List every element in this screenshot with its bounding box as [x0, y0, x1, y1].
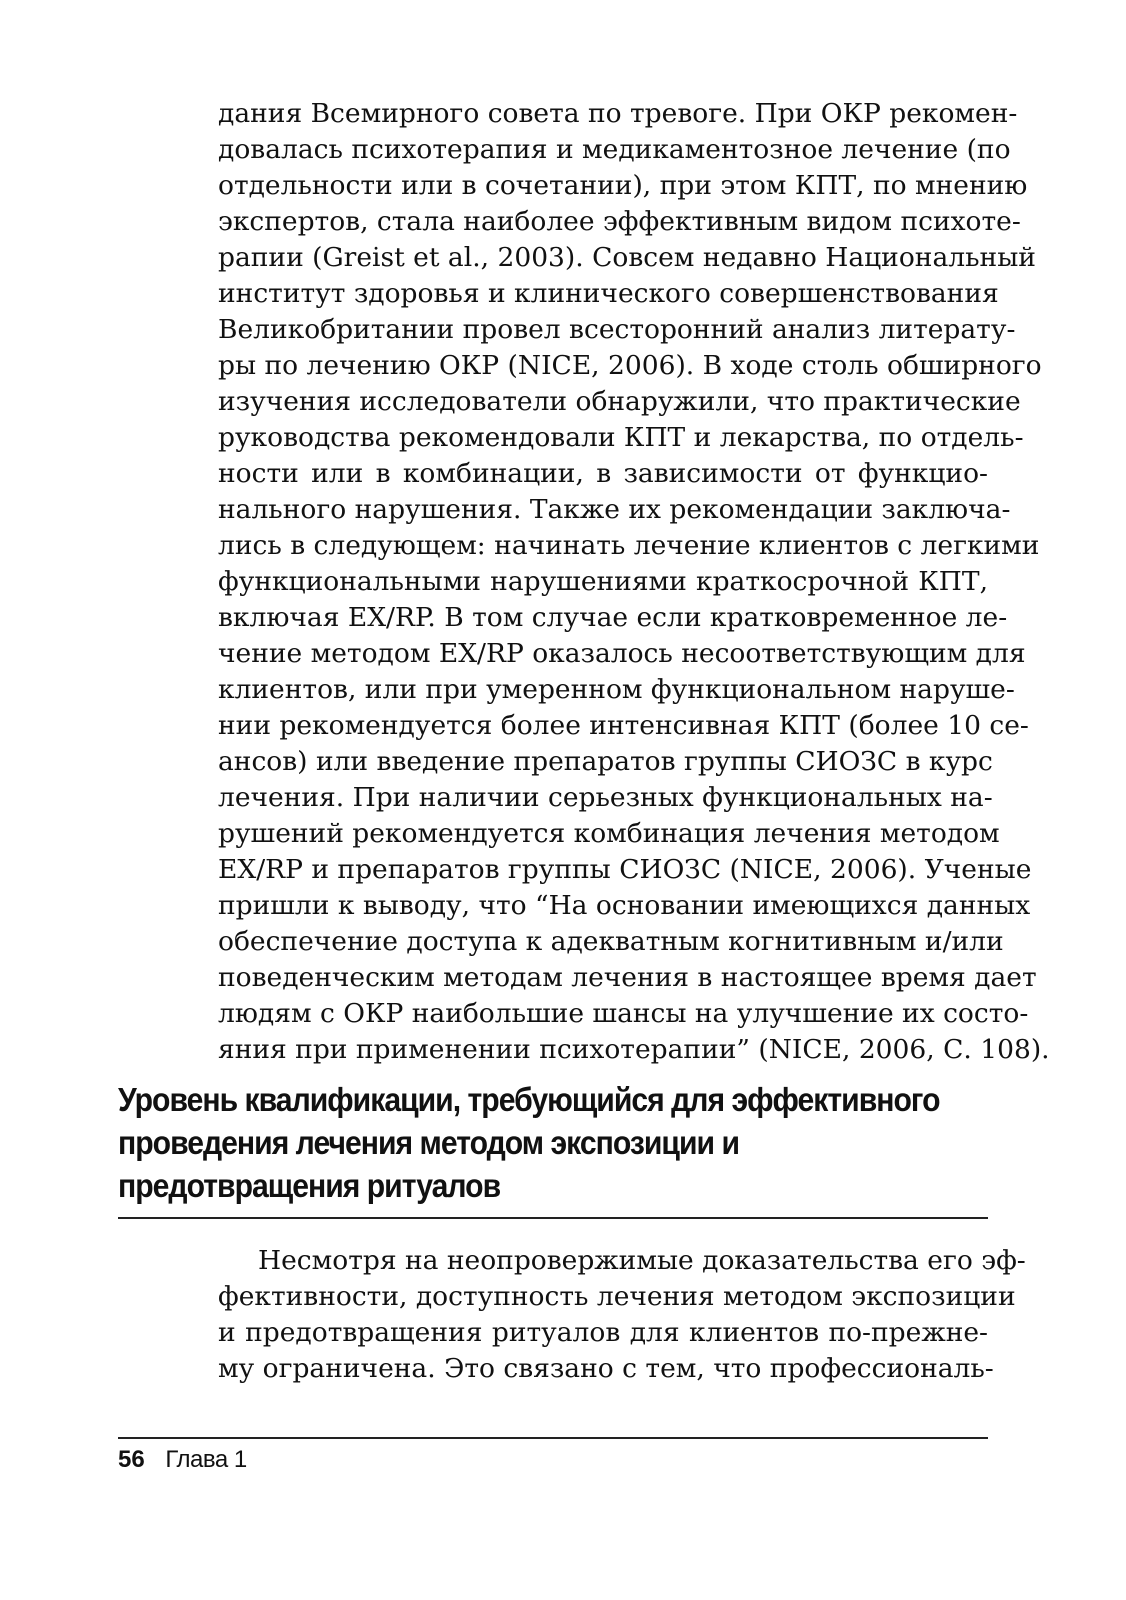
text-line: фективности, доступность лечения методом экспозиции [218, 1281, 1016, 1312]
text-line: рушений рекомендуется комбинация лечения методом [218, 818, 1000, 849]
page-number: 56 [118, 1446, 145, 1473]
text-line: обеспечение доступа к адекватным когнитивным и/или [218, 926, 1004, 957]
text-line: поведенческим методам лечения в настоящее время дает [218, 962, 1037, 993]
page-footer [118, 1445, 247, 1475]
body-paragraph-bottom [218, 1243, 1026, 1387]
heading-line: проведения лечения методом экспозиции и [118, 1125, 739, 1162]
text-line: ности или в комбинации, в зависимости от функцио- [218, 458, 988, 489]
heading-line: Уровень квалификации, требующийся для эффективного [118, 1082, 940, 1119]
text-line: чение методом EX/RP оказалось несоответствующим для [218, 638, 1026, 669]
text-line: EX/RP и препаратов группы СИОЗС (NICE, 2006). Ученые [218, 854, 1032, 885]
text-line: лечения. При наличии серьезных функциональных на- [218, 782, 993, 813]
text-line: Великобритании провел всесторонний анализ литерату- [218, 314, 1016, 345]
text-line: людям с ОКР наибольшие шансы на улучшение их состо- [218, 998, 1029, 1029]
text-line: институт здоровья и клинического совершенствования [218, 278, 999, 309]
text-line: нального нарушения. Также их рекомендации заключа- [218, 494, 1011, 525]
text-line: ры по лечению ОКР (NICE, 2006). В ходе столь обширного [218, 350, 1042, 381]
text-line: лись в следующем: начинать лечение клиентов с легкими [218, 530, 1040, 561]
footer-divider [118, 1437, 988, 1439]
heading-divider [118, 1217, 988, 1219]
text-line: изучения исследователи обнаружили, что практические [218, 386, 1021, 417]
text-line: довалась психотерапия и медикаментозное лечение (по [218, 134, 1011, 165]
text-line: отдельности или в сочетании), при этом КПТ, по мнению [218, 170, 1028, 201]
text-line: функциональными нарушениями краткосрочной КПТ, [218, 566, 988, 597]
text-line: включая EX/RP. В том случае если кратковременное ле- [218, 602, 1008, 633]
text-line: рапии (Greist et al., 2003). Совсем недавно Национальный [218, 242, 1036, 273]
chapter-label: Глава 1 [165, 1446, 247, 1473]
text-line: руководства рекомендовали КПТ и лекарства, по отдель- [218, 422, 1024, 453]
text-line: Несмотря на неопровержимые доказательства его эф- [258, 1245, 1026, 1276]
text-line: дания Всемирного совета по тревоге. При ОКР рекомен- [218, 98, 1018, 129]
text-line: нии рекомендуется более интенсивная КПТ (более 10 се- [218, 710, 1029, 741]
text-line: яния при применении психотерапии” (NICE, 2006, С. 108). [218, 1034, 1050, 1065]
section-heading [118, 1079, 940, 1208]
text-line: клиентов, или при умеренном функциональном наруше- [218, 674, 1015, 705]
text-line: экспертов, стала наиболее эффективным видом психоте- [218, 206, 1021, 237]
text-line: му ограничена. Это связано с тем, что профессиональ- [218, 1353, 994, 1384]
body-paragraph-top [218, 96, 1050, 1068]
text-line: пришли к выводу, что “На основании имеющихся данных [218, 890, 1031, 921]
heading-line: предотвращения ритуалов [118, 1168, 501, 1205]
text-line: ансов) или введение препаратов группы СИОЗС в курс [218, 746, 993, 777]
text-line: и предотвращения ритуалов для клиентов по-прежне- [218, 1317, 988, 1348]
